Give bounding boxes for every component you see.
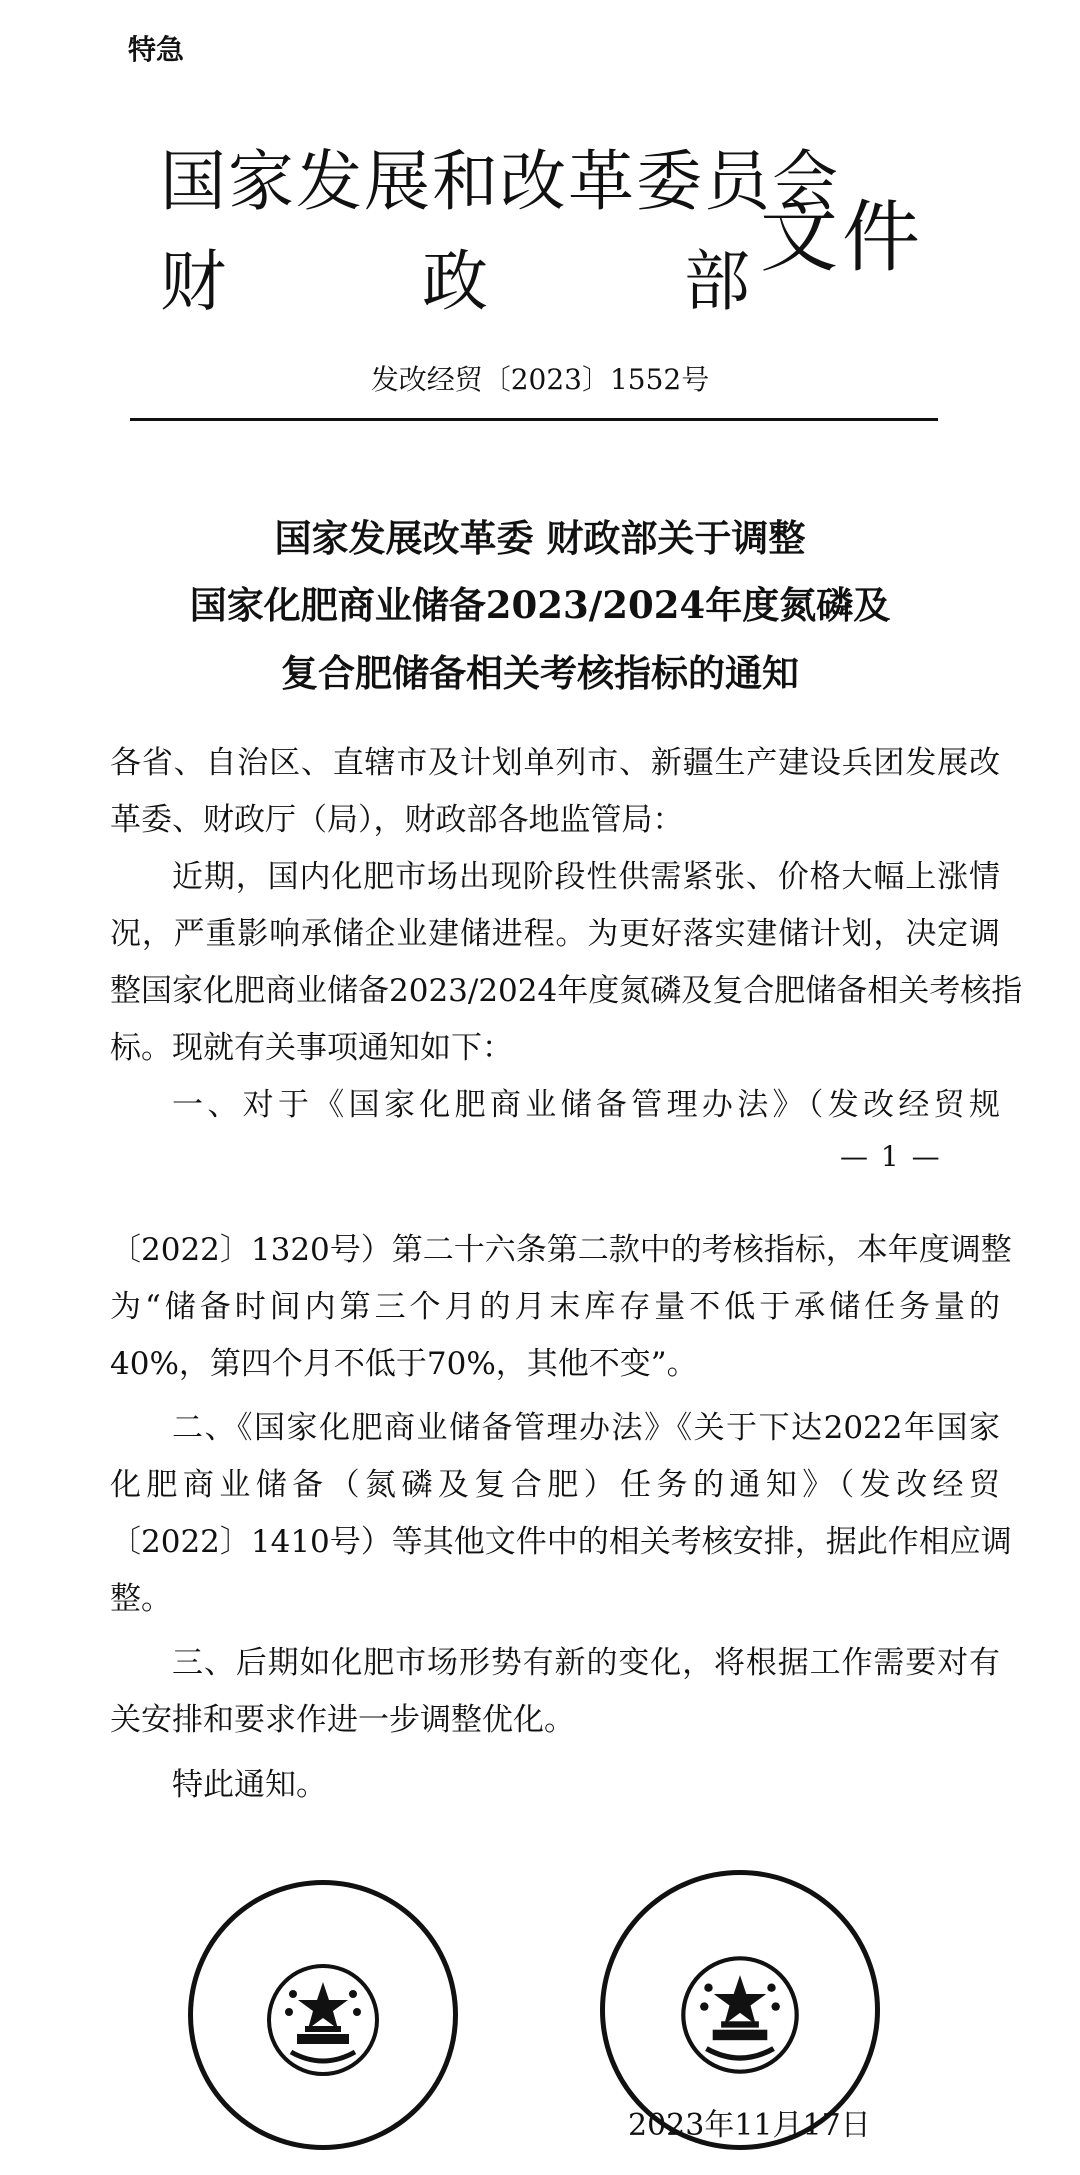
org-char: 部: [684, 243, 750, 320]
body-line: 关安排和要求作进一步调整优化。: [110, 1702, 575, 1738]
body-line: 〔2022〕1320号）第二十六条第二款中的考核指标，本年度调整: [110, 1232, 1012, 1268]
issue-date: 2023年11月17日: [628, 2108, 871, 2143]
body-line: 况，严重影响承储企业建储进程。为更好落实建储计划，决定调: [110, 916, 1000, 952]
body-line: 40%，第四个月不低于70%，其他不变”。: [110, 1346, 698, 1382]
body-line: 革委、财政厅（局），财政部各地监管局：: [110, 802, 684, 838]
national-emblem-icon: [677, 1952, 803, 2078]
header-divider: [130, 418, 938, 421]
page-number: — 1 —: [840, 1140, 942, 1173]
body-line: 〔2022〕1410号）等其他文件中的相关考核安排，据此作相应调: [110, 1524, 1012, 1560]
body-line: 二、《国家化肥商业储备管理办法》《关于下达2022年国家: [172, 1410, 1000, 1446]
title-line-3: 复合肥储备相关考核指标的通知: [281, 651, 799, 695]
national-emblem-icon: [263, 1960, 383, 2080]
ndrc-official-seal: [188, 1880, 458, 2150]
org-char: 政: [422, 243, 488, 320]
body-line: 近期，国内化肥市场出现阶段性供需紧张、价格大幅上涨情: [172, 859, 1000, 895]
body-line: 标。现就有关事项通知如下：: [110, 1030, 513, 1066]
title-line-2: 国家化肥商业储备2023/2024年度氮磷及: [189, 583, 891, 627]
body-line: 特此通知。: [172, 1767, 327, 1803]
body-line: 为“储备时间内第三个月的月末库存量不低于承储任务量的: [110, 1289, 1000, 1325]
document-number: 发改经贸〔2023〕1552号: [370, 363, 710, 396]
doc-type-label: 文件: [760, 193, 925, 283]
body-line: 整国家化肥商业储备2023/2024年度氮磷及复合肥储备相关考核指: [110, 973, 1023, 1009]
body-line: 各省、自治区、直辖市及计划单列市、新疆生产建设兵团发展改: [110, 745, 1000, 781]
title-line-1: 国家发展改革委 财政部关于调整: [274, 516, 806, 560]
body-line: 整。: [110, 1581, 172, 1617]
body-line: 三、后期如化肥市场形势有新的变化，将根据工作需要对有: [172, 1645, 1000, 1681]
body-line: 化肥商业储备（氮磷及复合肥）任务的通知》（发改经贸: [110, 1467, 1000, 1503]
org-char: 财: [160, 243, 226, 320]
issuing-org-mof: [160, 228, 750, 323]
issuing-org-ndrc: 国家发展和改革委员会: [160, 143, 840, 220]
body-line: 一、对于《国家化肥商业储备管理办法》（发改经贸规: [172, 1087, 1000, 1123]
urgency-label: 特急: [128, 33, 185, 66]
